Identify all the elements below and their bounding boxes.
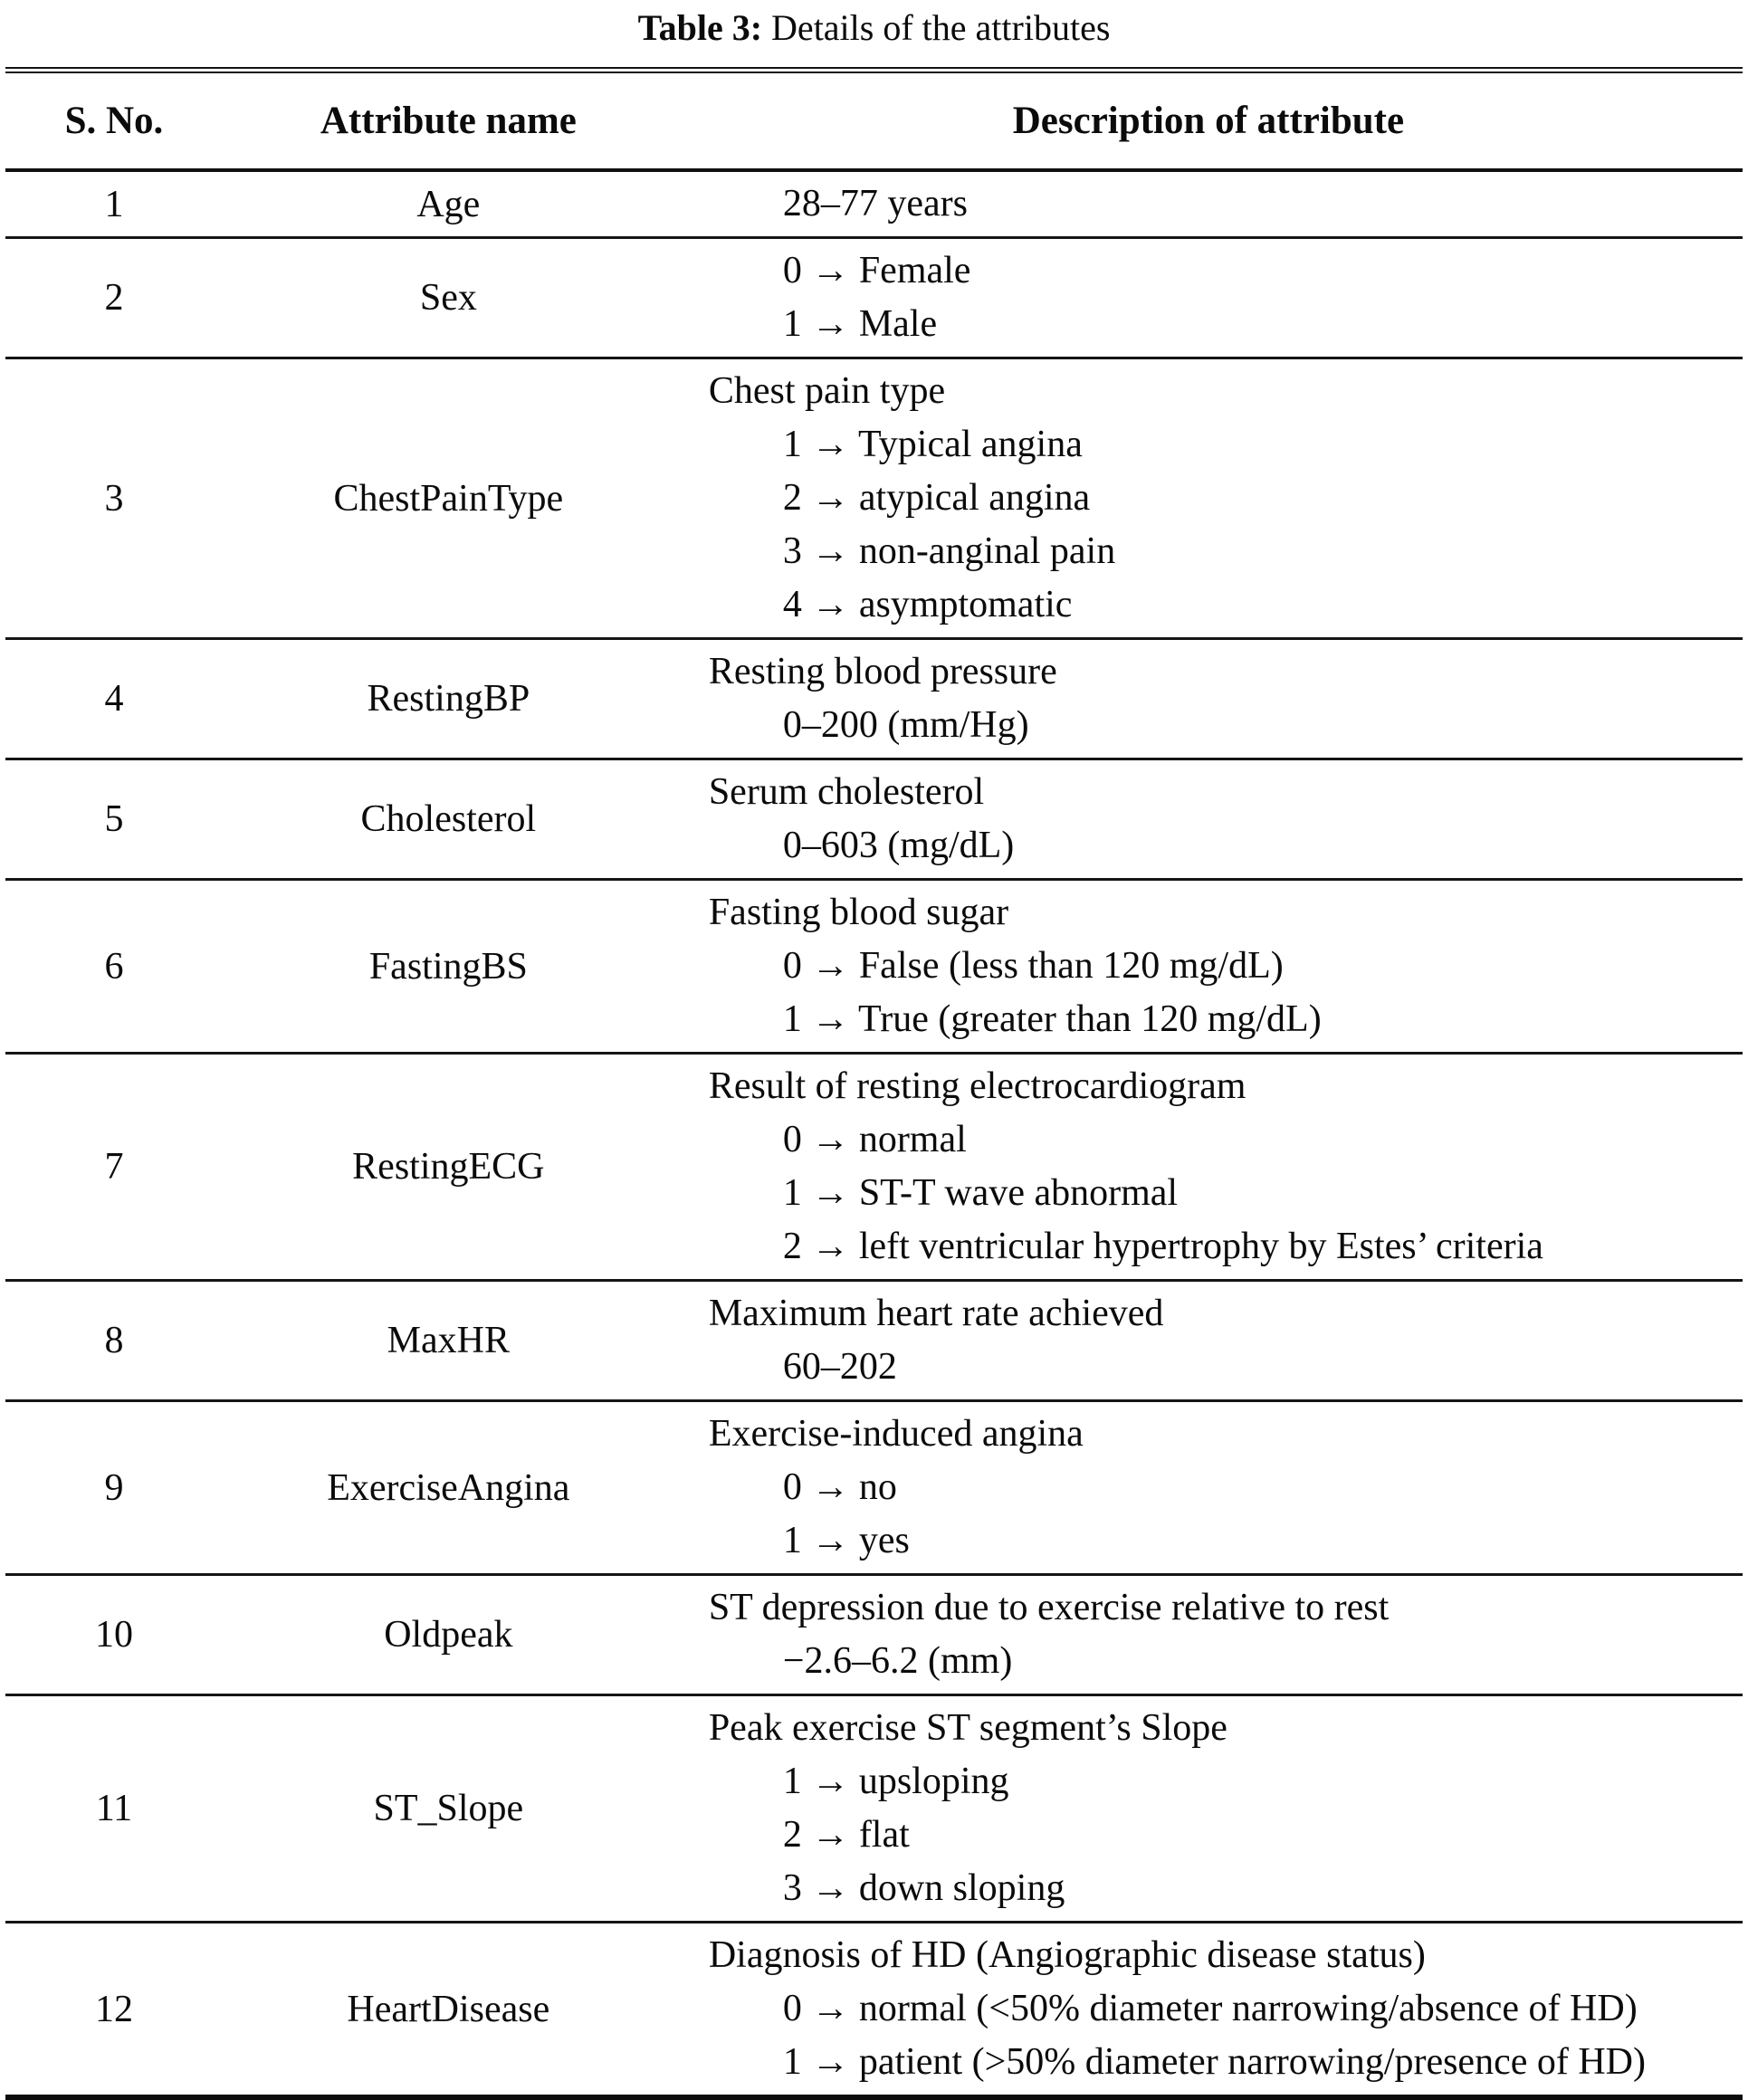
attribute-name-cell: MaxHR [223, 1281, 674, 1401]
description-heading-line: Exercise-induced angina [708, 1413, 1084, 1455]
description-value-line: 0–200 (mm/Hg) [782, 704, 1029, 746]
header-row [5, 71, 1743, 171]
description-cell [674, 1281, 1743, 1401]
sno-cell: 11 [5, 1695, 223, 1923]
description-cell [674, 1401, 1743, 1575]
description-cell [674, 358, 1743, 639]
sno-cell: 1 [5, 170, 223, 238]
description-cell [674, 170, 1743, 238]
description-value-line: 2 → flat [782, 1814, 910, 1856]
sno-cell: 12 [5, 1923, 223, 2098]
table-row [5, 880, 1743, 1054]
description-value-line: 1 → True (greater than 120 mg/dL) [782, 998, 1322, 1040]
description-cell [674, 1923, 1743, 2098]
table-row [5, 238, 1743, 358]
description-value-line: 60–202 [782, 1346, 897, 1388]
description-heading-line: Peak exercise ST segment’s Slope [708, 1707, 1227, 1749]
attribute-name-cell: Sex [223, 238, 674, 358]
attribute-name-cell: ChestPainType [223, 358, 674, 639]
table-row [5, 1401, 1743, 1575]
attribute-name-cell: RestingBP [223, 639, 674, 759]
description-heading-line: Chest pain type [708, 370, 946, 412]
table-body [5, 170, 1743, 2097]
attribute-name-cell: Oldpeak [223, 1575, 674, 1695]
table-row [5, 358, 1743, 639]
description-value-line: 0–603 (mg/dL) [782, 825, 1015, 866]
sno-cell: 6 [5, 880, 223, 1054]
description-heading-line: Maximum heart rate achieved [708, 1293, 1164, 1334]
description-cell [674, 880, 1743, 1054]
attributes-table [5, 67, 1743, 2100]
table-row [5, 1923, 1743, 2098]
attribute-name-cell: Age [223, 170, 674, 238]
attribute-name-cell: RestingECG [223, 1054, 674, 1281]
description-value-line: 1 → upsloping [782, 1761, 1009, 1802]
sno-cell: 4 [5, 639, 223, 759]
description-value-line: 1 → ST-T wave abnormal [782, 1172, 1179, 1214]
table-caption [5, 0, 1743, 67]
description-cell [674, 1575, 1743, 1695]
description-value-line: 3 → non-anginal pain [782, 530, 1116, 572]
attribute-name-cell: ST_Slope [223, 1695, 674, 1923]
description-value-line: 0 → False (less than 120 mg/dL) [782, 945, 1284, 987]
description-value-line: 1 → patient (>50% diameter narrowing/presence of HD) [782, 2041, 1646, 2083]
sno-cell: 5 [5, 759, 223, 880]
table-header [5, 71, 1743, 171]
header-attribute-name: Attribute name [223, 71, 674, 171]
attribute-name-cell: ExerciseAngina [223, 1401, 674, 1575]
description-value-line: 1 → Typical angina [782, 424, 1083, 465]
description-value-line: 1 → yes [782, 1520, 910, 1561]
sno-cell: 9 [5, 1401, 223, 1575]
table-row [5, 1575, 1743, 1695]
attribute-name-cell: FastingBS [223, 880, 674, 1054]
description-value-line: 0 → normal [782, 1119, 967, 1160]
description-value-line: 28–77 years [782, 183, 968, 224]
sno-cell: 3 [5, 358, 223, 639]
description-cell [674, 1054, 1743, 1281]
description-heading-line: Diagnosis of HD (Angiographic disease status) [708, 1934, 1426, 1976]
description-value-line: 2 → left ventricular hypertrophy by Estes’ criteria [782, 1226, 1543, 1267]
table-row [5, 1054, 1743, 1281]
table-row [5, 1281, 1743, 1401]
header-description: Description of attribute [674, 71, 1743, 171]
description-heading-line: ST depression due to exercise relative to rest [708, 1587, 1390, 1628]
description-heading-line: Serum cholesterol [708, 771, 985, 813]
sno-cell: 8 [5, 1281, 223, 1401]
description-value-line: 0 → normal (<50% diameter narrowing/absence of HD) [782, 1988, 1638, 2029]
sno-cell: 7 [5, 1054, 223, 1281]
sno-cell: 2 [5, 238, 223, 358]
attribute-name-cell: Cholesterol [223, 759, 674, 880]
description-cell [674, 1695, 1743, 1923]
description-cell [674, 639, 1743, 759]
attribute-name-cell: HeartDisease [223, 1923, 674, 2098]
table-row [5, 759, 1743, 880]
description-value-line: 4 → asymptomatic [782, 584, 1073, 625]
table-row [5, 639, 1743, 759]
sno-cell: 10 [5, 1575, 223, 1695]
description-value-line: 0 → Female [782, 250, 971, 291]
description-value-line: 3 → down sloping [782, 1867, 1065, 1909]
description-heading-line: Resting blood pressure [708, 651, 1057, 692]
description-cell [674, 759, 1743, 880]
description-heading-line: Fasting blood sugar [708, 892, 1009, 933]
description-value-line: 2 → atypical angina [782, 477, 1091, 519]
description-value-line: 0 → no [782, 1466, 897, 1508]
table-caption-label: Table 3: [637, 7, 763, 48]
table-caption-text: Details of the attributes [771, 7, 1111, 48]
description-value-line: −2.6–6.2 (mm) [782, 1640, 1013, 1682]
table-row [5, 170, 1743, 238]
description-heading-line: Result of resting electrocardiogram [708, 1065, 1247, 1107]
description-cell [674, 238, 1743, 358]
description-value-line: 1 → Male [782, 303, 938, 345]
header-sno: S. No. [5, 71, 223, 171]
table-row [5, 1695, 1743, 1923]
